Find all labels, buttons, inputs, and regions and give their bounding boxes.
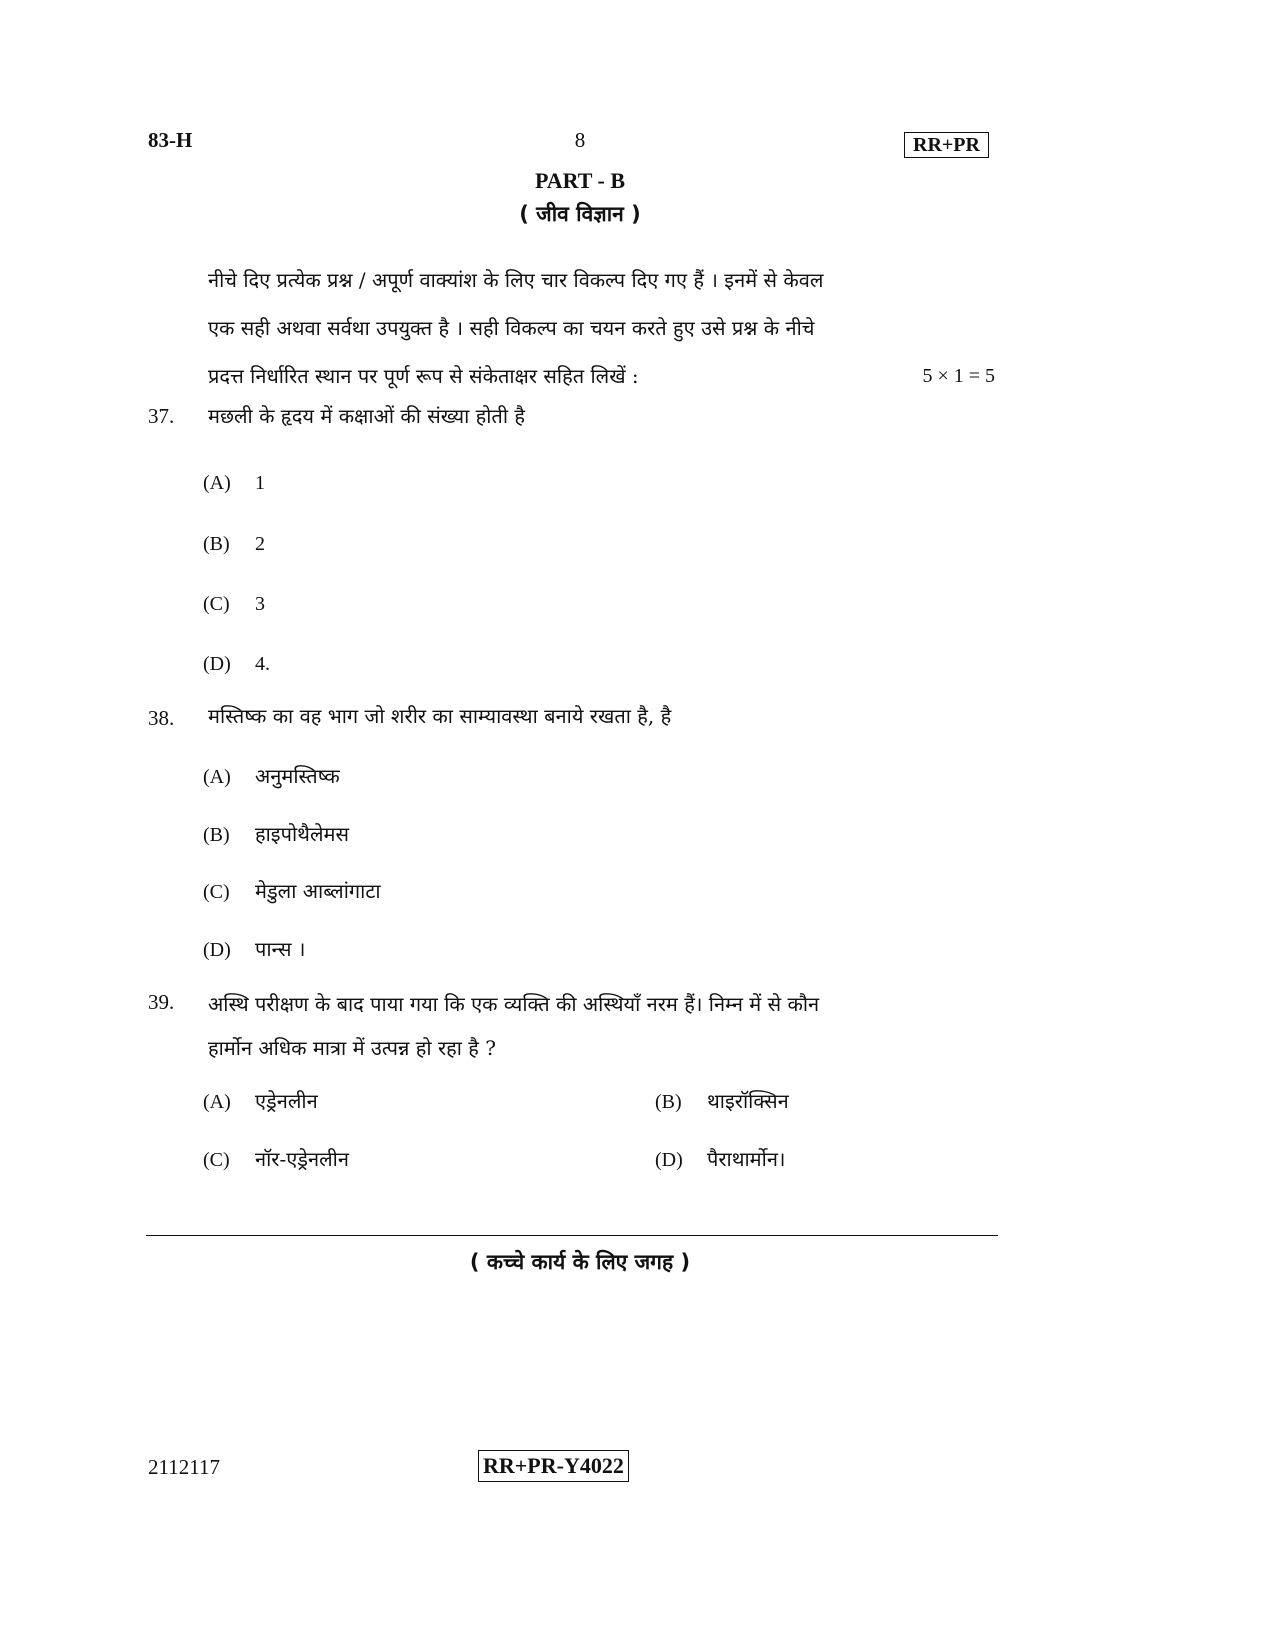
subject-title: ( जीव विज्ञान ) — [519, 202, 641, 226]
option-label: (C) — [203, 881, 230, 903]
option-text: हाइपोथैलेमस — [255, 822, 349, 846]
option-label: (B) — [203, 533, 230, 555]
question-text: मछली के हृदय में कक्षाओं की संख्या होती है — [208, 404, 525, 428]
instruction-line-3-text: प्रदत्त निर्धारित स्थान पर पूर्ण रूप से संकेताक्षर सहित लिखें : — [208, 364, 639, 388]
option — [203, 877, 381, 904]
option-text: 1 — [255, 472, 265, 494]
marks-allocation: 5 × 1 = 5 — [922, 365, 995, 387]
series-box: RR+PR — [904, 132, 989, 158]
option — [655, 1145, 786, 1172]
option — [203, 1087, 318, 1114]
option — [203, 470, 265, 495]
option-label: (B) — [655, 1091, 682, 1113]
option — [203, 935, 305, 962]
option-text: 2 — [255, 533, 265, 555]
question-text — [208, 982, 995, 1070]
option-label: (C) — [203, 1149, 230, 1171]
question-number: 39. — [148, 990, 175, 1014]
option — [203, 1145, 349, 1172]
option-label: (D) — [203, 939, 231, 961]
rough-work-label: ( कच्चे कार्य के लिए जगह ) — [469, 1250, 691, 1274]
option-text: थाइरॉक्सिन — [707, 1089, 789, 1113]
instruction-line-2: एक सही अथवा सर्वथा उपयुक्त है । सही विकल्प का चयन करते हुए उसे प्रश्न के नीचे — [208, 316, 815, 340]
instruction-line-3 — [208, 352, 995, 400]
instruction-line-1: नीचे दिए प्रत्येक प्रश्न / अपूर्ण वाक्यांश के लिए चार विकल्प दिए गए हैं । इनमें से केवल — [208, 268, 824, 292]
paper-code-header: 83-H — [148, 128, 193, 152]
option-label: (B) — [203, 824, 230, 846]
question-text-line-2: हार्मोन अधिक मात्रा में उत्पन्न हो रहा है ? — [208, 1036, 496, 1060]
option-text: 4. — [255, 653, 270, 675]
option-label: (C) — [203, 593, 230, 615]
footer-paper-code: RR+PR-Y4022 — [478, 1450, 629, 1482]
option — [203, 531, 265, 556]
option-text: 3 — [255, 593, 265, 615]
option — [203, 651, 270, 676]
option — [203, 762, 340, 789]
option-text: एड्रेनलीन — [255, 1089, 318, 1113]
option-text: नॉर-एड्रेनलीन — [255, 1147, 349, 1171]
question-number: 38. — [148, 706, 175, 730]
question-text-line-1: अस्थि परीक्षण के बाद पाया गया कि एक व्यक्ति की अस्थियाँ नरम हैं। निम्न में से कौन — [208, 992, 820, 1016]
question-number: 37. — [148, 404, 175, 428]
question-text: मस्तिष्क का वह भाग जो शरीर का साम्यावस्था बनाये रखता है, है — [208, 704, 672, 728]
option — [203, 591, 265, 616]
option-text: पान्स । — [255, 937, 306, 961]
instructions — [208, 256, 995, 400]
option-text: अनुमस्तिष्क — [255, 764, 340, 788]
option — [203, 820, 349, 847]
divider — [146, 1235, 998, 1236]
option-label: (A) — [203, 766, 231, 788]
page-number: 8 — [574, 128, 586, 152]
option-label: (D) — [655, 1149, 683, 1171]
option-text: मेडुला आब्लांगाटा — [255, 879, 381, 903]
option-text: पैराथार्मोन। — [707, 1147, 786, 1171]
option — [655, 1087, 789, 1114]
option-label: (A) — [203, 472, 231, 494]
option-label: (A) — [203, 1091, 231, 1113]
part-title: PART - B — [534, 168, 626, 193]
option-label: (D) — [203, 653, 231, 675]
footer-code: 2112117 — [148, 1455, 220, 1479]
